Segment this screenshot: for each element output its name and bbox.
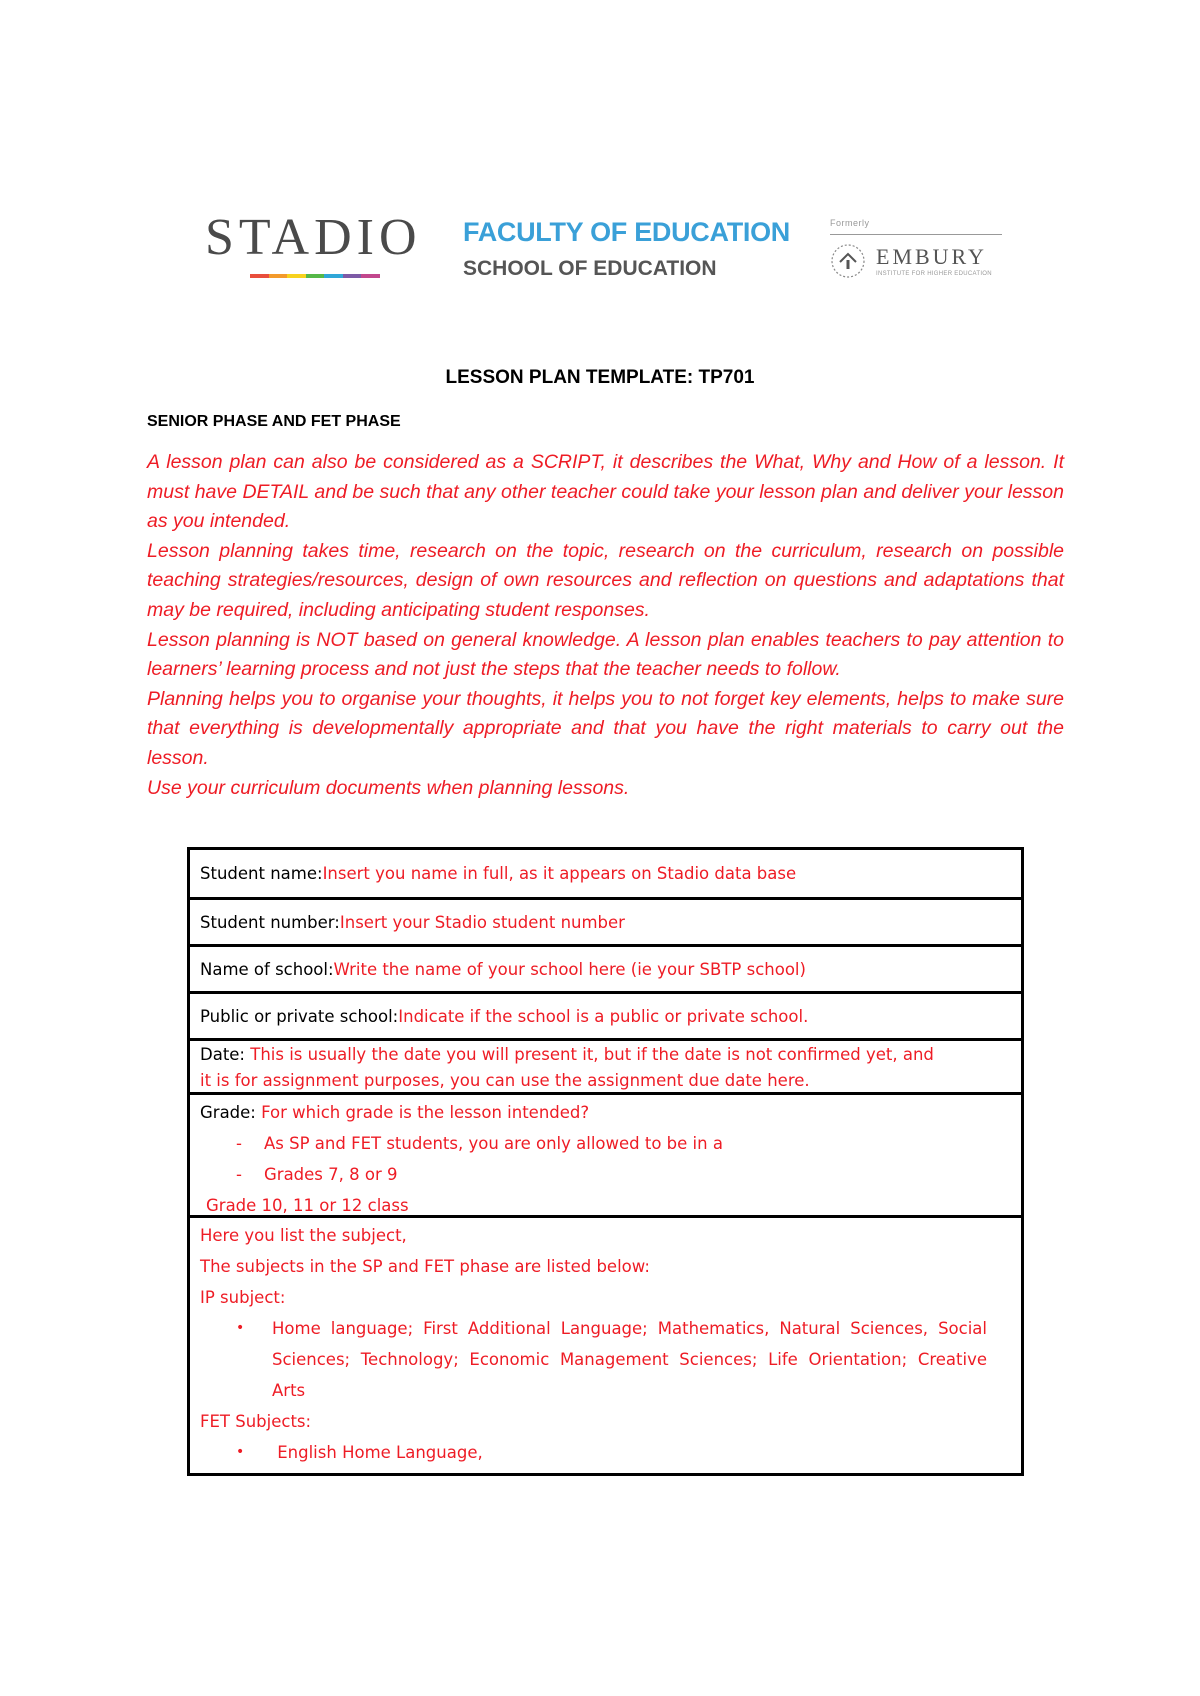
list-item-text: As SP and FET students, you are only allowed to be in a: [264, 1134, 723, 1153]
stripe-segment: [324, 274, 343, 278]
subject-intro-line: Here you list the subject,: [200, 1226, 407, 1245]
school-type-row[interactable]: [190, 991, 1021, 1038]
page-title: LESSON PLAN TEMPLATE: TP701: [445, 367, 755, 388]
faculty-header: [463, 216, 790, 282]
subject-row[interactable]: [190, 1215, 1021, 1473]
school-name-value[interactable]: Write the name of your school here (ie your SBTP school): [333, 959, 806, 979]
student-name-value[interactable]: Insert you name in full, as it appears on Stadio data base: [322, 864, 797, 883]
student-name-row[interactable]: [190, 850, 1021, 897]
bullet-marker: •: [236, 1444, 245, 1460]
dash-marker: -: [236, 1165, 242, 1184]
ip-subject-heading: IP subject:: [200, 1288, 286, 1307]
stripe-segment: [269, 274, 288, 278]
school-name: SCHOOL OF EDUCATION: [463, 257, 717, 280]
house-emblem-icon: [830, 243, 866, 279]
bullet-marker: •: [236, 1320, 245, 1336]
date-value-line1[interactable]: This is usually the date you will present it, but if the date is not confirmed yet, and: [250, 1045, 934, 1064]
school-name-row[interactable]: [190, 944, 1021, 991]
grade-value[interactable]: For which grade is the lesson intended?: [261, 1103, 590, 1122]
embury-logo: [830, 218, 1002, 279]
list-item: [200, 1128, 1011, 1159]
student-number-value[interactable]: Insert your Stadio student number: [339, 912, 625, 932]
dash-marker: -: [236, 1134, 242, 1153]
intro-paragraph: Use your curriculum documents when planning lessons.: [147, 776, 630, 799]
embury-subtitle: INSTITUTE FOR HIGHER EDUCATION: [876, 270, 992, 277]
stripe-segment: [361, 274, 380, 278]
stadio-color-stripe: [250, 274, 380, 278]
stripe-segment: [306, 274, 325, 278]
intro-paragraph: Lesson planning takes time, research on the topic, research on the curriculum, research on possible teaching strategies/resources, design of own resources and reflection on questions and adaptations that may be required, including anticipating student responses.: [147, 539, 1064, 621]
school-type-label: Public or private school:: [200, 1006, 399, 1026]
phase-heading: SENIOR PHASE AND FET PHASE: [147, 413, 401, 430]
stripe-segment: [343, 274, 362, 278]
date-value-line2[interactable]: it is for assignment purposes, you can use the assignment due date here.: [200, 1071, 810, 1090]
intro-text: [147, 448, 1064, 803]
list-item-text: English Home Language,: [272, 1443, 483, 1462]
grade-row[interactable]: [190, 1092, 1021, 1215]
school-type-value[interactable]: Indicate if the school is a public or private school.: [398, 1006, 809, 1026]
intro-paragraph: Lesson planning is NOT based on general knowledge. A lesson plan enables teachers to pay attention to learners’ learning process and not just the steps that the teacher needs to follow.: [147, 628, 1064, 681]
embury-name: EMBURY: [876, 243, 987, 269]
list-item: [200, 1313, 1011, 1406]
list-item-text: Grades 7, 8 or 9: [264, 1165, 398, 1184]
list-item: [200, 1437, 1011, 1468]
date-row[interactable]: [190, 1038, 1021, 1092]
student-number-row[interactable]: [190, 897, 1021, 944]
grade-label: Grade:: [200, 1103, 262, 1122]
faculty-name: FACULTY OF EDUCATION: [463, 217, 790, 247]
subject-intro-line: The subjects in the SP and FET phase are listed below:: [200, 1257, 650, 1276]
grade-trailing-text: Grade 10, 11 or 12 class: [206, 1196, 409, 1215]
intro-paragraph: Planning helps you to organise your thoughts, it helps you to not forget key elements, helps to make sure that everything is developmentally appropriate and that you have the right materials to carry out the lesson.: [147, 687, 1064, 769]
date-label: Date:: [200, 1045, 251, 1064]
embury-rule: [830, 234, 1002, 235]
stadio-logo-text: STADIO: [205, 209, 422, 266]
student-number-label: Student number:: [200, 912, 340, 932]
student-name-label: Student name:: [200, 864, 323, 883]
stripe-segment: [250, 274, 269, 278]
stripe-segment: [287, 274, 306, 278]
fet-subject-heading: FET Subjects:: [200, 1412, 312, 1431]
intro-paragraph: A lesson plan can also be considered as a SCRIPT, it describes the What, Why and How of a lesson. It must have DETAIL and be such that any other teacher could take your lesson plan and deliver your lesson as you intended.: [147, 451, 1064, 533]
list-item: [200, 1159, 1011, 1190]
embury-top-text: Formerly: [830, 218, 870, 228]
list-item-text: Home language; First Additional Language; Mathematics, Natural Sciences, Social Sciences; Technology; Economic Management Sciences; Life Orientation; Creative Arts: [272, 1319, 987, 1400]
lesson-plan-table: [187, 847, 1024, 1476]
school-name-label: Name of school:: [200, 959, 334, 979]
stadio-logo: [205, 209, 433, 278]
